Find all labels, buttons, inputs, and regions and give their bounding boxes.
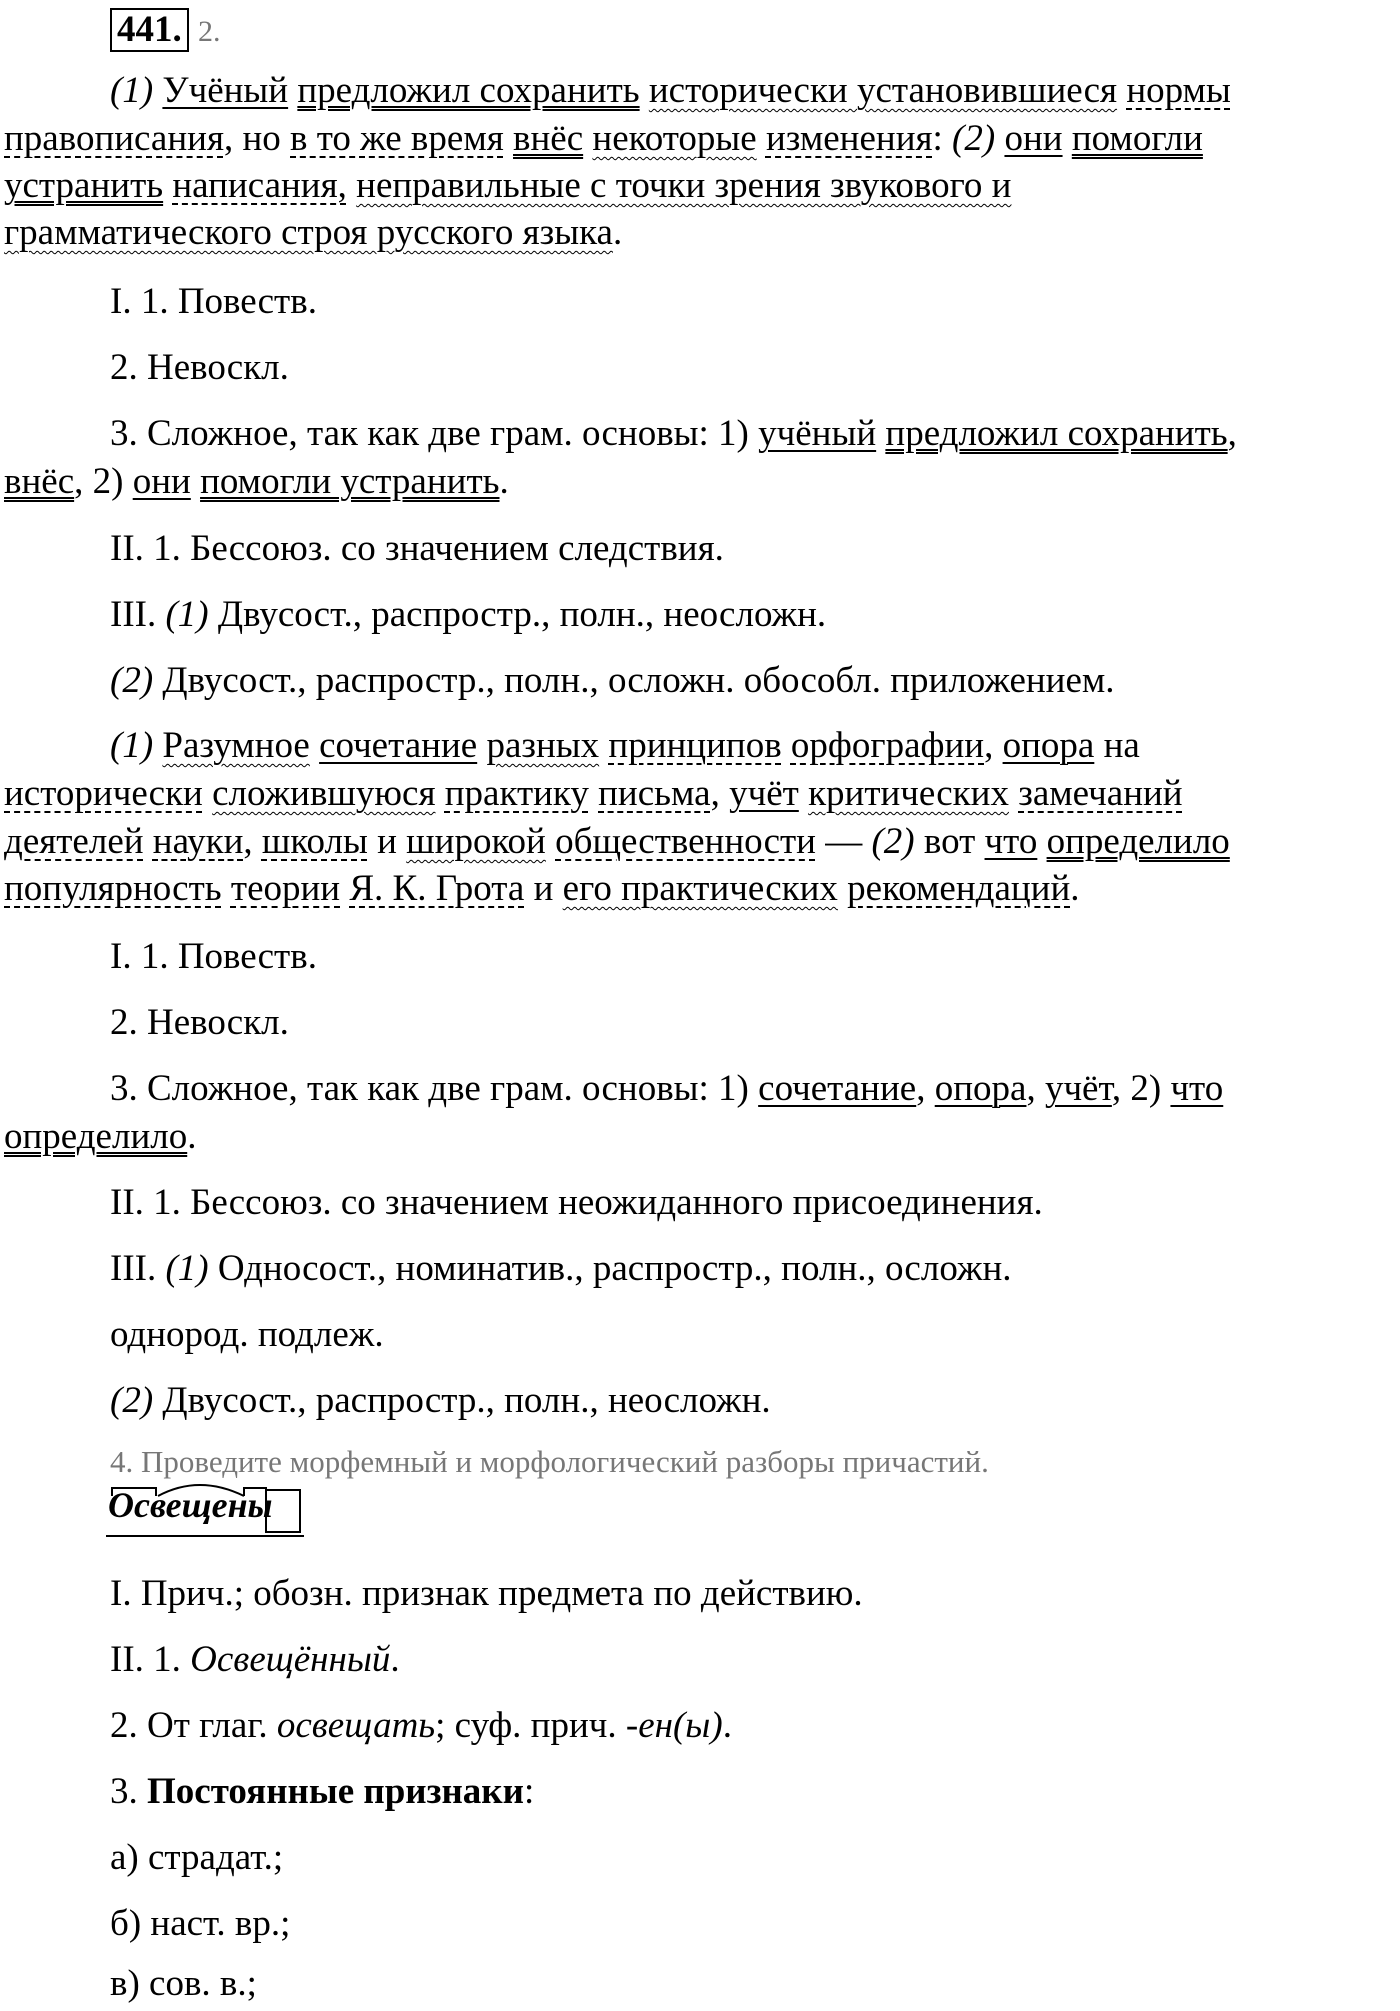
sentence-1-line-3: устранить написания, неправильные с точки зрения звукового и <box>4 165 1012 206</box>
analysis-2-line-1: I. 1. Повеств. <box>110 936 317 977</box>
sentence-1-line-4: грамматического строя русского языка. <box>4 212 623 253</box>
analysis-3-line-1: I. Прич.; обозн. признак предмета по действию. <box>110 1573 863 1614</box>
analysis-1-line-7: (2) Двусост., распростр., полн., осложн. обособл. приложением. <box>110 660 1115 701</box>
analysis-2-line-6: III. (1) Односост., номинатив., распростр., полн., осложн. <box>110 1248 1012 1289</box>
analysis-3-line-5: а) страдат.; <box>110 1837 284 1878</box>
analysis-1-line-2: 2. Невоскл. <box>110 347 289 388</box>
analysis-3-line-6: б) наст. вр.; <box>110 1903 291 1944</box>
task-4-instruction: 4. Проведите морфемный и морфологический разборы причастий. <box>110 1444 989 1479</box>
exercise-header <box>110 8 221 52</box>
exercise-number: 441. <box>110 8 189 52</box>
analysis-3-line-2: II. 1. Освещённый. <box>110 1639 400 1680</box>
sentence-1-line-2: правописания, но в то же время внёс некоторые изменения: (2) они помогли <box>4 118 1203 159</box>
analysis-1-line-3: 3. Сложное, так как две грам. основы: 1) учёный предложил сохранить, <box>110 413 1237 454</box>
analysis-2-line-4: определило. <box>4 1116 197 1157</box>
analysis-3-line-3: 2. От глаг. освещать; суф. прич. -ен(ы). <box>110 1705 732 1746</box>
analysis-2-line-7: однород. подлеж. <box>110 1314 384 1355</box>
sentence-2-line-2: исторически сложившуюся практику письма, учёт критических замечаний <box>4 773 1183 814</box>
analysis-2-line-2: 2. Невоскл. <box>110 1002 289 1043</box>
analysis-3-line-7: в) сов. в.; <box>110 1963 257 2004</box>
analysis-2-line-8: (2) Двусост., распростр., полн., неосложн. <box>110 1380 771 1421</box>
analysis-3-line-4: 3. Постоянные признаки: <box>110 1771 535 1812</box>
analysis-2-line-5: II. 1. Бессоюз. со значением неожиданного присоединения. <box>110 1182 1043 1223</box>
analysis-2-line-3: 3. Сложное, так как две грам. основы: 1) сочетание, опора, учёт, 2) что <box>110 1068 1224 1109</box>
analysis-1-line-1: I. 1. Повеств. <box>110 281 317 322</box>
task-number: 2. <box>198 15 221 48</box>
analysis-1-line-4: внёс, 2) они помогли устранить. <box>4 461 509 502</box>
sentence-1-line-1: (1) Учёный предложил сохранить исторически установившиеся нормы <box>110 70 1231 111</box>
sentence-2-line-4: популярность теории Я. К. Грота и его практических рекомендаций. <box>4 868 1080 909</box>
analysis-1-line-6: III. (1) Двусост., распростр., полн., неосложн. <box>110 594 827 635</box>
morpheme-word: Освещены <box>108 1484 273 1526</box>
sentence-2-line-1: (1) Разумное сочетание разных принципов орфографии, опора на <box>110 725 1140 766</box>
analysis-1-line-5: II. 1. Бессоюз. со значением следствия. <box>110 528 724 569</box>
sentence-2-line-3: деятелей науки, школы и широкой общественности — (2) вот что определило <box>4 821 1230 862</box>
